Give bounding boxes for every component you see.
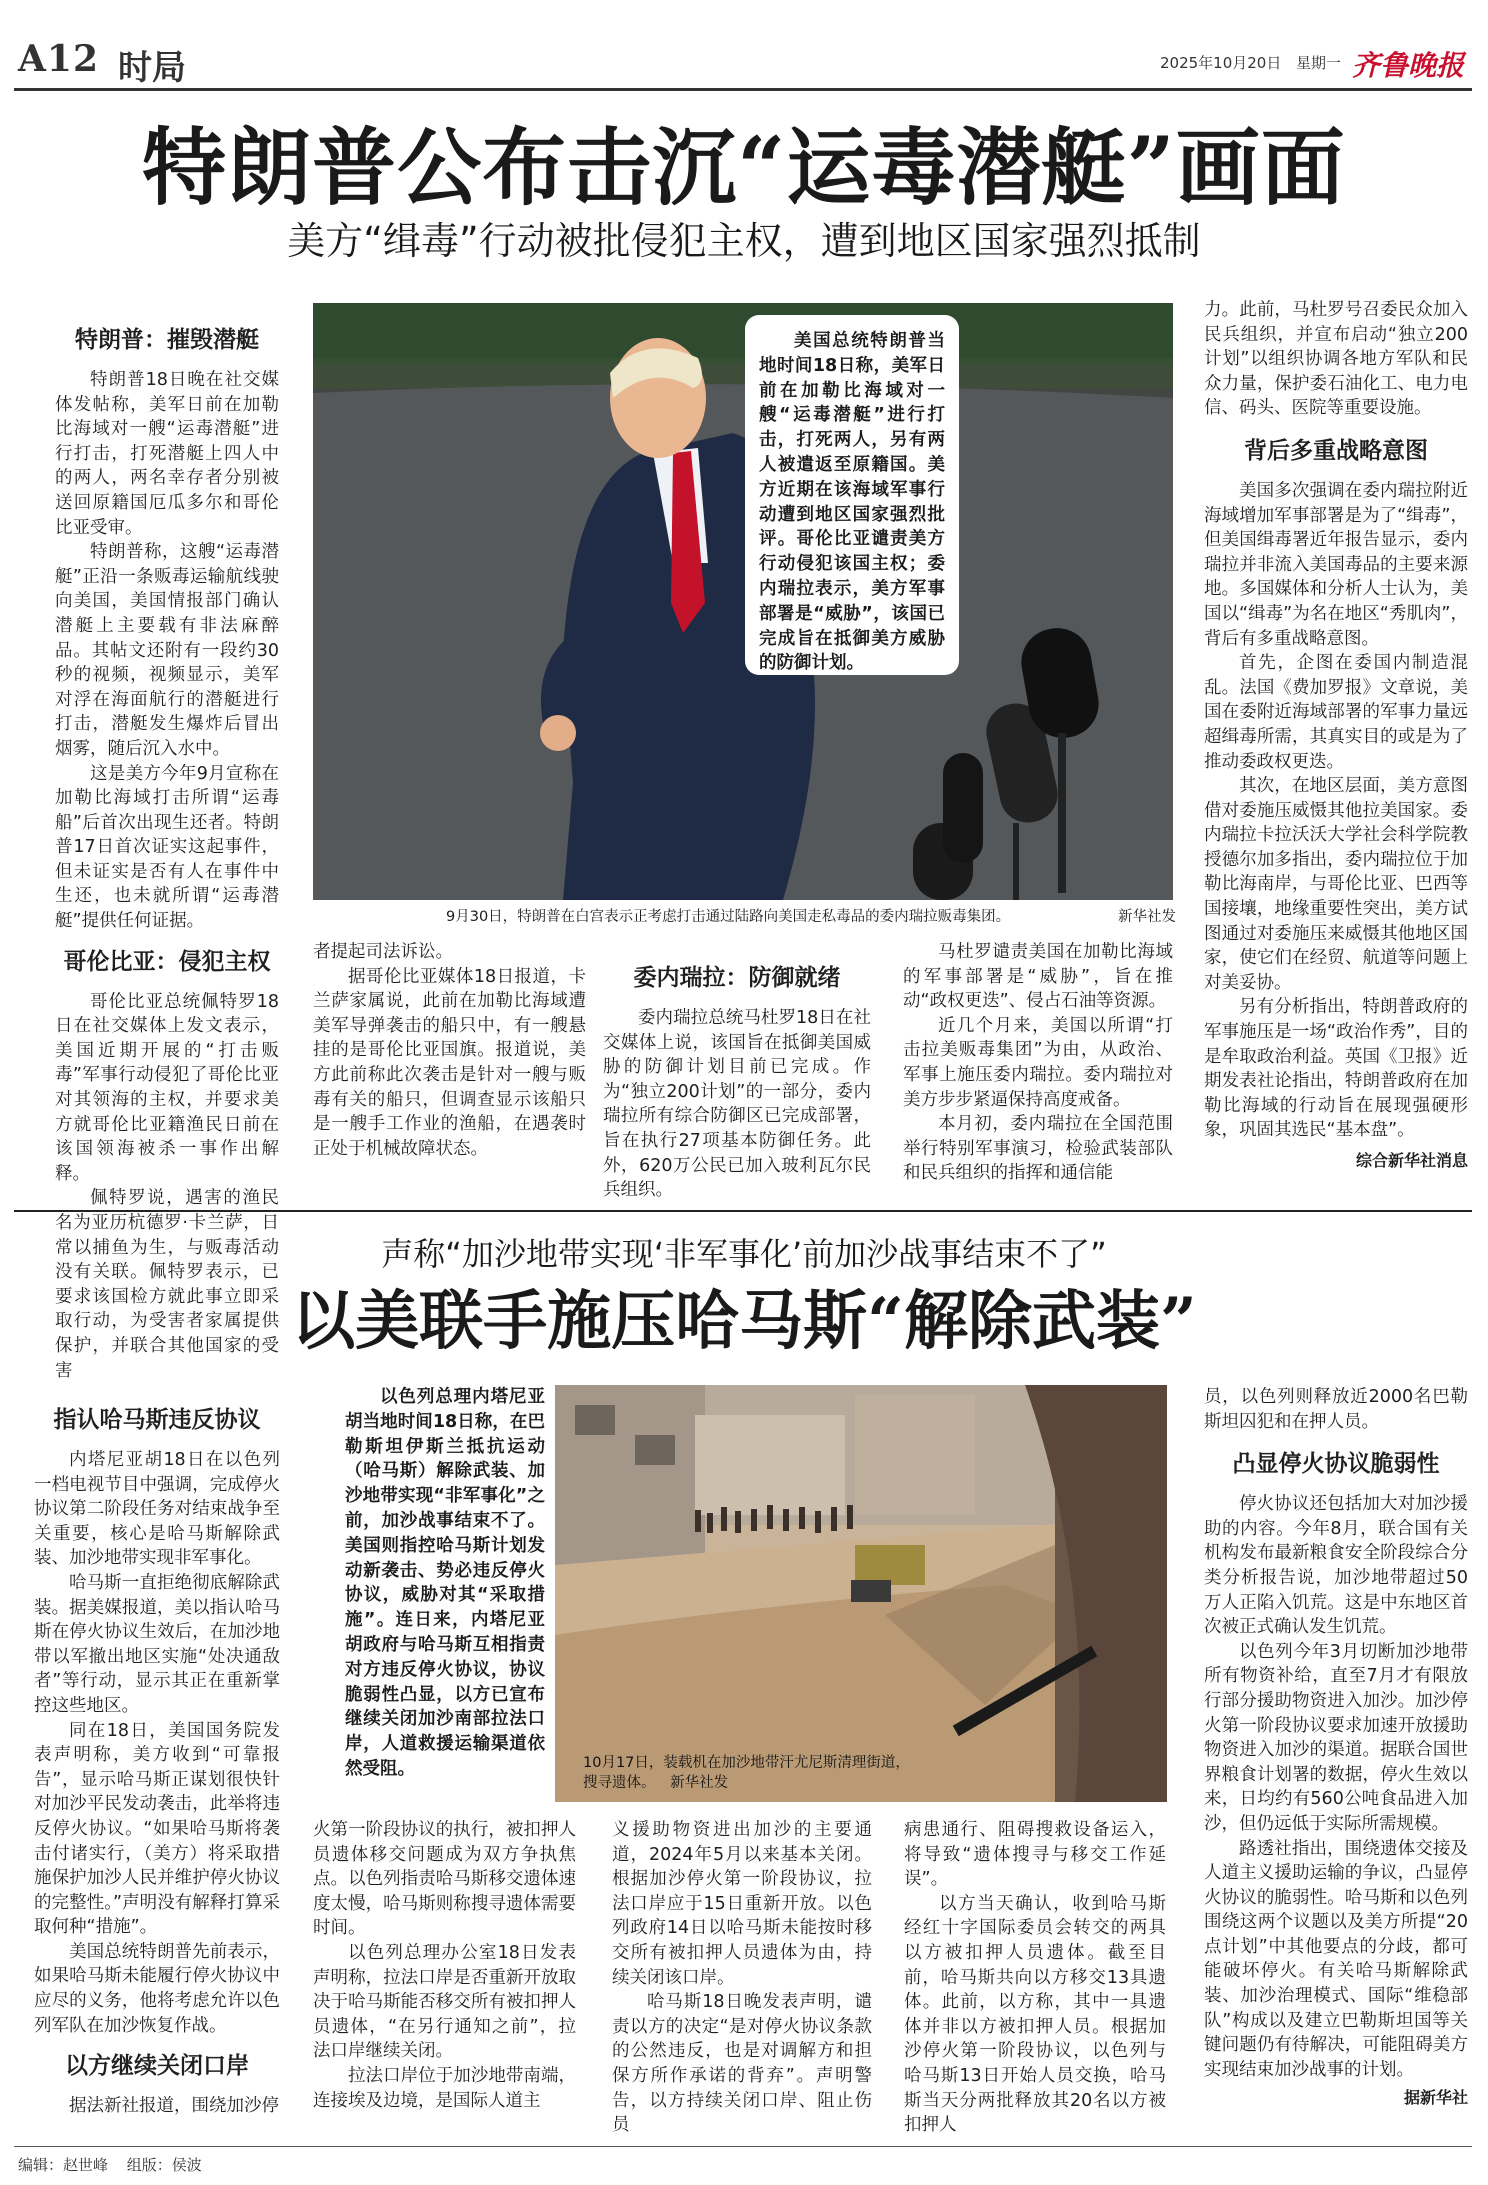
caption-credit: 新华社发 bbox=[670, 1775, 729, 1791]
paragraph: 近几个月来，美国以所谓“打击拉美贩毒集团”为由，从政治、军事上施压委内瑞拉。委内瑞拉对美方步步紧逼保持高度戒备。 bbox=[903, 1015, 1173, 1110]
paragraph: 者提起司法诉讼。 bbox=[313, 942, 453, 962]
story-divider bbox=[14, 1210, 1472, 1212]
caption-text: 10月17日，装载机在加沙地带汗尤尼斯清理街道，搜寻遗体。 bbox=[583, 1755, 910, 1791]
paragraph: 其次，在地区层面，美方意图借对委施压威慑其他拉美国家。委内瑞拉卡拉沃沃大学社会科学院教授德尔加多指出，委内瑞拉位于加勒比海南岸，与哥伦比亚、巴西等国接壤，地缘重要性突出，美方试图通过对委施压来威慑其他地区国家，使它们在经贸、航道等问题上对美妥协。 bbox=[1204, 776, 1468, 993]
story1-column-2 bbox=[313, 940, 586, 1161]
story2-photo-caption bbox=[583, 1753, 923, 1793]
photo-illustration bbox=[313, 303, 1173, 900]
story2-column-3 bbox=[612, 1818, 872, 2138]
story2-column-4 bbox=[904, 1818, 1166, 2138]
paragraph: 另有分析指出，特朗普政府的军事施压是一场“政治作秀”，目的是牟取政治利益。英国《卫报》近期发表社论指出，特朗普政府在加勒比海域的行动旨在展现强硬形象，巩固其选民“基本盘”。 bbox=[1204, 997, 1468, 1141]
paragraph: 哈马斯18日晚发表声明，谴责以方的决定“是对停火协议条款的公然违反，也是对调解方和担保方所作承诺的背弃”。声明警告，以方持续关闭口岸、阻止伤员 bbox=[612, 1992, 872, 2136]
subheading-crossing: 以方继续关闭口岸 bbox=[65, 2053, 249, 2080]
paragraph: 特朗普18日晚在社交媒体发帖称，美军日前在加勒比海域对一艘“运毒潜艇”进行打击，打死潜艇上四人中的两人，两名幸存者分别被送回原籍国厄瓜多尔和哥伦比亚受审。 bbox=[55, 370, 279, 538]
story2-headline: 以美联手施压哈马斯“解除武装” bbox=[291, 1284, 1197, 1359]
editor-credit: 编辑：赵世峰 bbox=[18, 2156, 109, 2174]
paragraph: 同在18日，美国国务院发表声明称，美方收到“可靠报告”，显示哈马斯正谋划很快针对加沙平民发动袭击，此举将违反停火协议。“如果哈马斯将袭击付诸实行，（美方）将采取措施保护加沙人民并维护停火协议的完整性。”声明没有解释打算采取何种“措施”。 bbox=[34, 1720, 280, 1938]
paragraph: 哥伦比亚总统佩特罗18日在社交媒体上发文表示，美国近期开展的“打击贩毒”军事行动侵犯了哥伦比亚对其领海的主权，并要求美方就哥伦比亚籍渔民日前在该国领海被杀一事作出解释。 bbox=[55, 991, 279, 1184]
subheading-venezuela: 委内瑞拉：防御就绪 bbox=[633, 965, 841, 991]
subheading-strategy: 背后多重战略意图 bbox=[1244, 437, 1428, 464]
story2-column-1 bbox=[34, 1398, 280, 2119]
subheading-trump: 特朗普：摧毁潜艇 bbox=[75, 327, 259, 353]
paragraph: 火第一阶段协议的执行，被扣押人员遗体移交问题成为双方争执焦点。以色列指责哈马斯移交遗体速度太慢，哈马斯则称搜寻遗体需要时间。 bbox=[313, 1820, 576, 1939]
photo-illustration bbox=[555, 1385, 1167, 1802]
issue-weekday: 星期一 bbox=[1296, 54, 1342, 72]
masthead bbox=[0, 0, 1488, 90]
paragraph: 马杜罗谴责美国在加勒比海域的军事部署是“威胁”，旨在推动“政权更迭”、侵占石油等资源。 bbox=[903, 942, 1173, 1012]
designer-credit: 组版：侯波 bbox=[126, 2156, 202, 2174]
masthead-rule bbox=[14, 88, 1472, 91]
trump-photo bbox=[313, 303, 1173, 900]
paragraph: 哈马斯一直拒绝彻底解除武装。据美媒报道，美以指认哈马斯在停火协议生效后，在加沙地带以军撤出地区实施“处决通敌者”等行动，显示其正在重新掌控这些地区。 bbox=[34, 1572, 280, 1716]
caption-credit: 新华社发 bbox=[1118, 909, 1176, 925]
paragraph: 力。此前，马杜罗号召委民众加入民兵组织，并宣布启动“独立200计划”以组织协调各地方军队和民众力量，保护委石油化工、电力电信、码头、医院等重要设施。 bbox=[1204, 300, 1468, 419]
story1-subheadline: 美方“缉毒”行动被批侵犯主权，遭到地区国家强烈抵制 bbox=[287, 219, 1201, 263]
paragraph: 据法新社报道，围绕加沙停 bbox=[69, 2096, 279, 2117]
page-number: A12 bbox=[18, 38, 100, 80]
section-name: 时局 bbox=[118, 48, 186, 88]
paragraph: 首先，企图在委国内制造混乱。法国《费加罗报》文章说，美国在委附近海域部署的军事力量远超缉毒所需，其真实目的或是为了推动委政权更迭。 bbox=[1204, 653, 1468, 772]
paragraph: 以色列总理办公室18日发表声明称，拉法口岸是否重新开放取决于哈马斯能否移交所有被扣押人员遗体，“在另行通知之前”，拉法口岸继续关闭。 bbox=[313, 1942, 576, 2062]
subheading-colombia: 哥伦比亚：侵犯主权 bbox=[63, 948, 271, 975]
story1-column-3 bbox=[603, 940, 871, 1203]
paragraph: 这是美方今年9月宣称在加勒比海域打击所谓“运毒船”后首次出现生还者。特朗普17日首次证实这起事件，但未证实是否有人在事件中生还，也未就所谓“运毒潜艇”提供任何证据。 bbox=[55, 763, 279, 932]
story1-column-5 bbox=[1204, 298, 1468, 1174]
story1-column-1 bbox=[55, 318, 279, 1383]
story2-sign: 据新华社 bbox=[1403, 2088, 1468, 2108]
paragraph: 委内瑞拉总统马杜罗18日在社交媒体上说，该国旨在抵御美国威胁的防御计划目前已完成。作为“独立200计划”的一部分，委内瑞拉所有综合防御区已完成部署，旨在执行27项基本防御任务。此外，620万公民已加入玻利瓦尔民兵组织。 bbox=[603, 1008, 871, 1201]
paragraph: 以色列今年3月切断加沙地带所有物资补给，直至7月才有限放行部分援助物资进入加沙。加沙停火第一阶段协议要求加速开放援助物资进入加沙的渠道。据联合国世界粮食计划署的数据，停火生效以来，日均约有560公吨食品进入加沙，但仍远低于实际所需规模。 bbox=[1204, 1641, 1468, 1834]
story2-column-2 bbox=[313, 1818, 576, 2113]
paper-logo: 齐鲁晚报 bbox=[1352, 49, 1465, 82]
gaza-photo bbox=[555, 1385, 1167, 1802]
story1-photo-caption bbox=[446, 907, 1176, 927]
story1-column-4 bbox=[903, 940, 1173, 1186]
paragraph: 佩特罗说，遇害的渔民名为亚历杭德罗·卡兰萨，日常以捕鱼为生，与贩毒活动没有关联。佩特罗表示，已要求该国检方就此事立即采取行动，为受害者家属提供保护，并联合其他国家的受害 bbox=[55, 1188, 279, 1381]
story2-kicker: 声称“加沙地带实现‘非军事化’前加沙战事结束不了” bbox=[381, 1235, 1107, 1273]
story2-summary-box bbox=[345, 1385, 545, 1782]
story1-sign: 综合新华社消息 bbox=[1355, 1151, 1468, 1170]
summary-text: 以色列总理内塔尼亚胡当地时间18日称，在巴勒斯坦伊斯兰抵抗运动（哈马斯）解除武装、加沙地带实现“非军事化”之前，加沙战事结束不了。美国则指控哈马斯计划发动新袭击、势必违反停火协议，威胁对其“采取措施”。连日来，内塔尼亚胡政府与哈马斯互相指责对方违反停火协议，协议脆弱性凸显，以方已宣布继续关闭加沙南部拉法口岸，人道救援运输渠道依然受阻。 bbox=[345, 1387, 545, 1779]
subheading-fragility: 凸显停火协议脆弱性 bbox=[1232, 1451, 1440, 1478]
paragraph: 病患通行、阻碍搜救设备运入，将导致“遗体搜寻与移交工作延误”。 bbox=[904, 1820, 1166, 1890]
footer-rule bbox=[14, 2146, 1472, 2147]
story1-headline: 特朗普公布击沉“运毒潜艇”画面 bbox=[142, 118, 1346, 217]
story1-summary-box bbox=[745, 315, 959, 675]
paragraph: 据哥伦比亚媒体18日报道，卡兰萨家属说，此前在加勒比海域遭美军导弹袭击的船只中，有一艘悬挂的是哥伦比亚国旗。报道说，美方此前称此次袭击是针对一艘与贩毒有关的船只，但调查显示该船只是一艘手工作业的渔船，在遇袭时正处于机械故障状态。 bbox=[313, 966, 586, 1159]
subheading-violation: 指认哈马斯违反协议 bbox=[53, 1407, 261, 1433]
paragraph: 以方当天确认，收到哈马斯经红十字国际委员会转交的两具以方被扣押人员遗体。截至目前，哈马斯共向以方移交13具遗体。此前，以方称，其中一具遗体并非以方被扣押人员。根据加沙停火第一阶段协议，以色列与哈马斯13日开始人员交换，哈马斯当天分两批释放其20名以方被扣押人 bbox=[904, 1893, 1166, 2136]
paragraph: 美国多次强调在委内瑞拉附近海域增加军事部署是为了“缉毒”，但美国缉毒署近年报告显示，委内瑞拉并非流入美国毒品的主要来源地。多国媒体和分析人士认为，美国以“缉毒”为名在地区“秀肌肉”，背后有多重战略意图。 bbox=[1204, 480, 1468, 649]
paragraph: 本月初，委内瑞拉在全国范围举行特别军事演习，检验武装部队和民兵组织的指挥和通信能 bbox=[903, 1114, 1173, 1184]
paragraph: 拉法口岸位于加沙地带南端，连接埃及边境，是国际人道主 bbox=[313, 2065, 576, 2111]
paragraph: 义援助物资进出加沙的主要通道，2024年5月以来基本关闭。根据加沙停火第一阶段协议，拉法口岸应于15日重新开放。以色列政府14日以哈马斯未能按时移交所有被扣押人员遗体为由，持续关闭该口岸。 bbox=[612, 1820, 872, 1988]
paragraph: 内塔尼亚胡18日在以色列一档电视节目中强调，完成停火协议第二阶段任务对结束战争至关重要，核心是哈马斯解除武装、加沙地带实现非军事化。 bbox=[34, 1450, 280, 1569]
caption-text: 9月30日，特朗普在白宫表示正考虑打击通过陆路向美国走私毒品的委内瑞拉贩毒集团。 bbox=[446, 909, 1011, 925]
paragraph: 美国总统特朗普先前表示，如果哈马斯未能履行停火协议中应尽的义务，他将考虑允许以色列军队在加沙恢复作战。 bbox=[34, 1941, 280, 2036]
paragraph: 员，以色列则释放近2000名巴勒斯坦囚犯和在押人员。 bbox=[1204, 1387, 1468, 1432]
footer bbox=[18, 2154, 202, 2175]
paragraph: 路透社指出，围绕遗体交接及人道主义援助运输的争议，凸显停火协议的脆弱性。哈马斯和以色列围绕这两个议题以及美方所提“20点计划”中其他要点的分歧，都可能破坏停火。有关哈马斯解除武装、加沙治理模式、国际“维稳部队”构成以及建立巴勒斯坦国等关键问题仍有待解决，可能阻碍美方实现结束加沙战事的计划。 bbox=[1204, 1838, 1468, 2080]
story2-column-5 bbox=[1204, 1385, 1468, 2111]
issue-date: 2025年10月20日 bbox=[1160, 54, 1282, 72]
summary-text: 美国总统特朗普当地时间18日称，美军日前在加勒比海域对一艘“运毒潜艇”进行打击，打死两人，另有两人被遣返至原籍国。美方近期在该海域军事行动遭到地区国家强烈批评。哥伦比亚谴责美方行动侵犯该国主权；委内瑞拉表示，美方军事部署是“威胁”，该国已完成旨在抵御美方威胁的防御计划。 bbox=[759, 331, 945, 674]
paragraph: 停火协议还包括加大对加沙援助的内容。今年8月，联合国有关机构发布最新粮食安全阶段综合分类分析报告说，加沙地带超过50万人正陷入饥荒。这是中东地区首次被正式确认发生饥荒。 bbox=[1204, 1494, 1468, 1638]
paragraph: 特朗普称，这艘“运毒潜艇”正沿一条贩毒运输航线驶向美国，美国情报部门确认潜艇上主要载有非法麻醉品。其帖文还附有一段约30秒的视频，视频显示，美军对浮在海面航行的潜艇进行打击，潜艇发生爆炸后冒出烟雾，随后沉入水中。 bbox=[55, 542, 279, 759]
